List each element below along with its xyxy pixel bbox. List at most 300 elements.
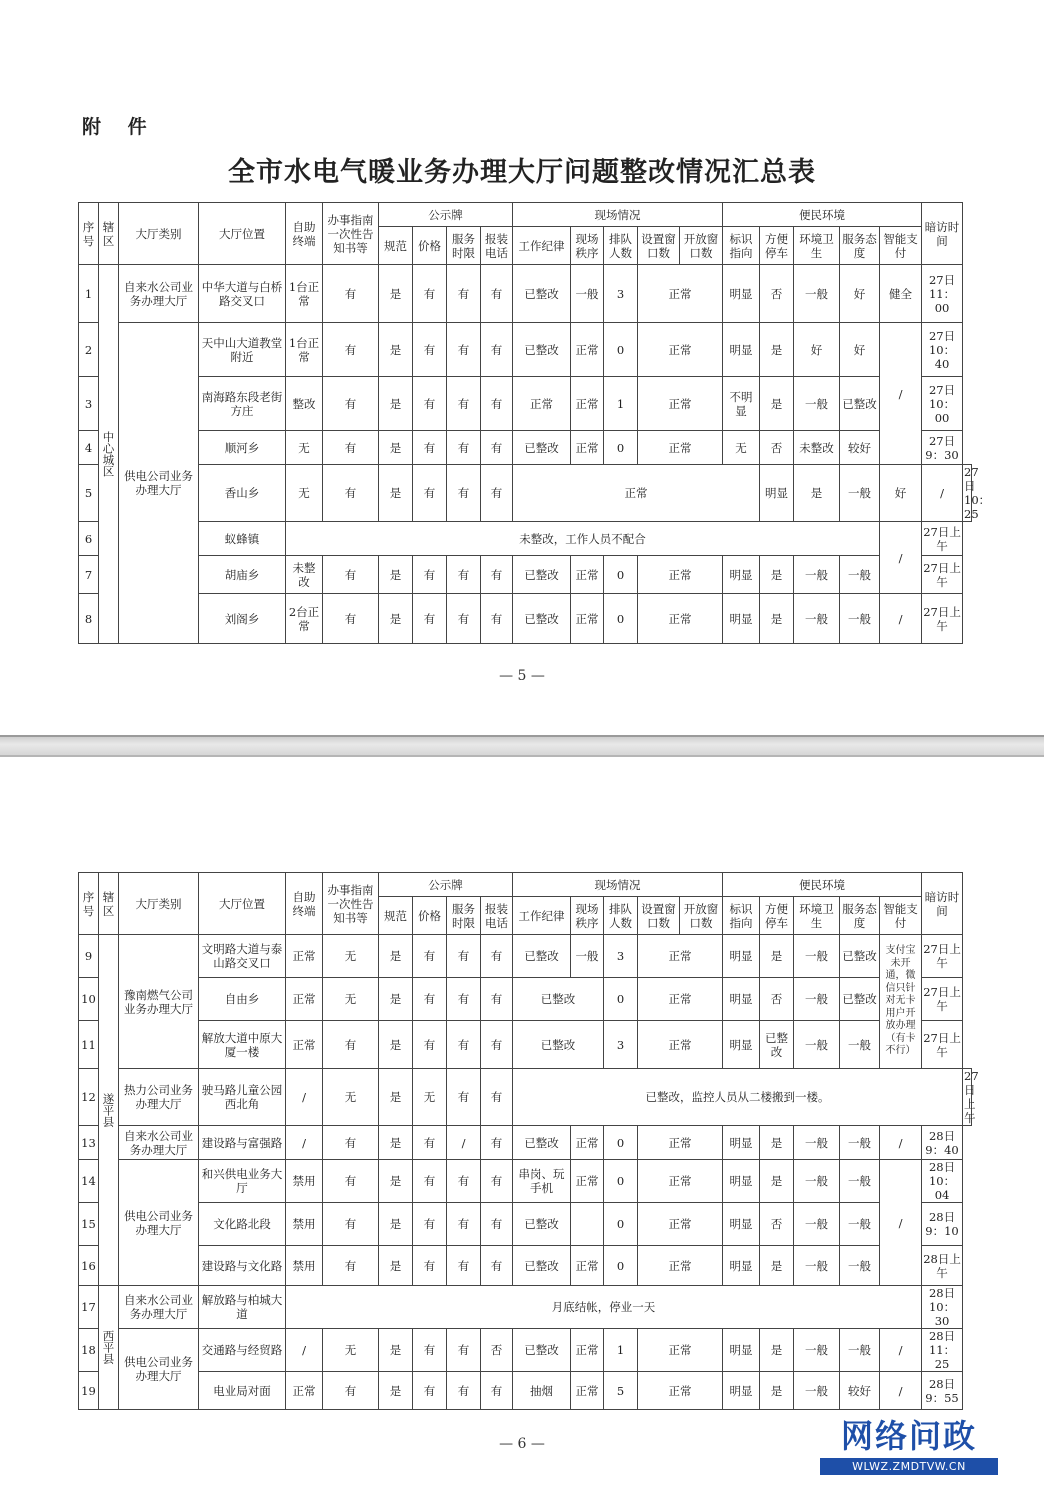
cell-pay: / — [880, 594, 922, 644]
cell-attitude: 一般 — [840, 1329, 880, 1372]
cell-guide: 有 — [323, 556, 379, 594]
watermark-url: WLWZ.ZMDTVW.CN — [820, 1458, 998, 1475]
header-conv-pay: 智能支付 — [880, 227, 922, 265]
cell-attitude: 一般 — [840, 1021, 880, 1069]
cell-clean: 一般 — [794, 1126, 840, 1160]
cell-standard: 是 — [379, 431, 413, 465]
cell-limit: 有 — [447, 594, 481, 644]
cell-time: 27日10：00 — [922, 377, 963, 431]
cell-seq: 6 — [79, 522, 99, 556]
cell-windows: 正常 — [638, 1126, 723, 1160]
cell-clean: 一般 — [794, 556, 840, 594]
cell-terminal: 正常 — [286, 1021, 323, 1069]
document-title: 全市水电气暖业务办理大厅问题整改情况汇总表 — [228, 157, 816, 188]
header-district: 辖区 — [99, 203, 119, 265]
table-row — [79, 1126, 972, 1160]
table-row — [79, 1069, 972, 1126]
cell-location: 自由乡 — [199, 978, 286, 1021]
header-location: 大厅位置 — [199, 203, 286, 265]
cell-queue: 3 — [604, 935, 638, 978]
cell-tel: 有 — [481, 935, 513, 978]
cell-order — [571, 1203, 604, 1246]
cell-order: 正常 — [571, 431, 604, 465]
cell-clean: 好 — [794, 323, 840, 377]
cell-seq: 12 — [79, 1069, 99, 1126]
cell-tel: 有 — [481, 978, 513, 1021]
cell-order: 正常 — [571, 1160, 604, 1203]
header-site-discipline: 工作纪律 — [513, 897, 571, 935]
cell-merged-note: 已整改，监控人员从二楼搬到一楼。 — [513, 1069, 963, 1126]
cell-guide: 有 — [323, 594, 379, 644]
cell-limit: 有 — [447, 1246, 481, 1286]
cell-pay-merged-2: / — [880, 522, 922, 594]
cell-limit: 有 — [447, 1329, 481, 1372]
cell-queue: 0 — [604, 1126, 638, 1160]
page-number: — 5 — — [499, 668, 545, 684]
cell-location: 蚁蜂镇 — [199, 522, 286, 556]
table-row — [79, 1286, 972, 1329]
cell-clean: 一般 — [794, 1203, 840, 1246]
cell-price: 有 — [413, 978, 447, 1021]
cell-location: 刘阁乡 — [199, 594, 286, 644]
header-conv-sign: 标识指向 — [723, 897, 760, 935]
cell-standard: 是 — [379, 1126, 413, 1160]
table-row — [79, 935, 972, 978]
cell-discipline: 已整改 — [513, 594, 571, 644]
cell-attitude: 已整改 — [840, 935, 880, 978]
cell-attitude: 一般 — [840, 1246, 880, 1286]
header-conv-pay: 智能支付 — [880, 897, 922, 935]
header-conv-attitude: 服务态度 — [840, 897, 880, 935]
cell-queue: 1 — [604, 1329, 638, 1372]
header-site-windows-open: 开放窗口数 — [680, 897, 723, 935]
cell-order: 一般 — [571, 265, 604, 323]
cell-tel: 有 — [481, 1069, 513, 1126]
cell-price: 有 — [413, 1246, 447, 1286]
cell-price: 有 — [413, 556, 447, 594]
cell-location: 建设路与富强路 — [199, 1126, 286, 1160]
cell-hall-type: 豫南燃气公司业务办理大厅 — [119, 935, 199, 1069]
attachment-label: 附 件 — [82, 116, 157, 138]
cell-limit: 有 — [447, 556, 481, 594]
header-location: 大厅位置 — [199, 873, 286, 935]
cell-standard: 是 — [379, 556, 413, 594]
cell-attitude: 好 — [840, 323, 880, 377]
cell-clean: 一般 — [794, 1329, 840, 1372]
cell-clean: 一般 — [794, 265, 840, 323]
cell-seq: 2 — [79, 323, 99, 377]
cell-tel: 有 — [481, 1126, 513, 1160]
table-row — [79, 1021, 972, 1069]
cell-order: 正常 — [571, 1329, 604, 1372]
cell-standard: 是 — [379, 978, 413, 1021]
cell-tel: 有 — [481, 556, 513, 594]
cell-location: 解放大道中原大厦一楼 — [199, 1021, 286, 1069]
cell-price: 有 — [413, 935, 447, 978]
cell-location: 中华大道与白桥路交叉口 — [199, 265, 286, 323]
cell-sign: 明显 — [723, 978, 760, 1021]
cell-terminal: 正常 — [286, 1372, 323, 1410]
cell-pay-merged: / — [880, 1160, 922, 1286]
cell-order: 正常 — [571, 1126, 604, 1160]
cell-queue: 0 — [604, 323, 638, 377]
cell-queue: 1 — [604, 377, 638, 431]
cell-clean: 一般 — [794, 978, 840, 1021]
page-number-6: — 6 — — [499, 1436, 545, 1452]
cell-limit: 有 — [447, 377, 481, 431]
cell-discipline: 已整改 — [513, 556, 571, 594]
cell-time: 28日10：30 — [922, 1286, 963, 1329]
cell-standard: 是 — [379, 935, 413, 978]
header-nb-price: 价格 — [413, 897, 447, 935]
cell-queue: 0 — [604, 431, 638, 465]
cell-limit: 有 — [447, 1372, 481, 1410]
cell-terminal: 无 — [286, 431, 323, 465]
cell-tel: 有 — [481, 1246, 513, 1286]
cell-sign: 明显 — [723, 1246, 760, 1286]
cell-limit: 有 — [447, 1069, 481, 1126]
cell-parking: 是 — [760, 1372, 794, 1410]
cell-parking: 否 — [760, 1203, 794, 1246]
cell-queue: 0 — [604, 1203, 638, 1246]
table-row — [79, 323, 972, 377]
cell-hall-type: 自来水公司业务办理大厅 — [119, 265, 199, 323]
cell-discipline: 已整改 — [513, 323, 571, 377]
header-self-terminal: 自助终端 — [286, 203, 323, 265]
watermark-logo: 网络问政 — [840, 1417, 977, 1455]
cell-tel: 有 — [481, 323, 513, 377]
cell-tel: 有 — [481, 1021, 513, 1069]
cell-district: 遂平县 — [99, 935, 119, 1286]
cell-standard: 是 — [379, 1160, 413, 1203]
cell-sign: 明显 — [723, 1160, 760, 1203]
header-notice-board: 公示牌 — [379, 873, 513, 897]
cell-guide: 无 — [323, 1069, 379, 1126]
page-separator — [0, 735, 1044, 757]
cell-price: 无 — [413, 1069, 447, 1126]
cell-terminal: / — [286, 1069, 323, 1126]
cell-sign: 明显 — [723, 1021, 760, 1069]
cell-tel: 有 — [481, 1203, 513, 1246]
header-conv-clean: 环境卫生 — [794, 897, 840, 935]
header-nb-price: 价格 — [413, 227, 447, 265]
cell-limit: / — [447, 1126, 481, 1160]
cell-standard: 是 — [379, 1246, 413, 1286]
cell-limit: 有 — [447, 1203, 481, 1246]
cell-clean: 一般 — [794, 1160, 840, 1203]
cell-clean: 一般 — [794, 377, 840, 431]
cell-tel: 有 — [481, 377, 513, 431]
cell-standard: 是 — [379, 377, 413, 431]
cell-terminal: 未整改 — [286, 556, 323, 594]
cell-tel: 有 — [481, 1372, 513, 1410]
header-convenience: 便民环境 — [723, 873, 922, 897]
cell-discipline: 已整改 — [513, 1246, 571, 1286]
cell-parking: 否 — [760, 265, 794, 323]
cell-price: 有 — [413, 594, 447, 644]
table-row — [79, 556, 972, 594]
header-site-order: 现场秩序 — [571, 227, 604, 265]
cell-discipline-order: 已整改 — [513, 1021, 604, 1069]
cell-merged-note: 未整改，工作人员不配合 — [286, 522, 880, 556]
cell-location: 解放路与柏城大道 — [199, 1286, 286, 1329]
cell-price: 有 — [413, 265, 447, 323]
cell-tel: 有 — [481, 431, 513, 465]
cell-guide: 有 — [323, 1203, 379, 1246]
summary-table-page-6 — [78, 872, 979, 1410]
cell-parking: 是 — [760, 594, 794, 644]
cell-guide: 无 — [323, 978, 379, 1021]
header-conv-clean: 环境卫生 — [794, 227, 840, 265]
cell-queue: 0 — [604, 1160, 638, 1203]
cell-time: 27日上午 — [964, 1069, 979, 1125]
cell-tel: 有 — [481, 265, 513, 323]
cell-price: 有 — [413, 1203, 447, 1246]
summary-table-page-5 — [78, 202, 991, 644]
cell-order: 正常 — [571, 1246, 604, 1286]
cell-standard: 是 — [379, 1021, 413, 1069]
cell-seq: 3 — [79, 377, 99, 431]
cell-location: 香山乡 — [199, 465, 286, 522]
cell-hall-type: 供电公司业务办理大厅 — [119, 1329, 199, 1410]
cell-sign: 明显 — [723, 265, 760, 323]
cell-seq: 1 — [79, 265, 99, 323]
header-conv-sign: 标识指向 — [723, 227, 760, 265]
cell-location: 天中山大道教堂附近 — [199, 323, 286, 377]
table-row — [79, 594, 972, 644]
header-notice-board: 公示牌 — [379, 203, 513, 227]
cell-discipline-order: 已整改 — [513, 978, 604, 1021]
cell-standard: 是 — [379, 265, 413, 323]
cell-price: 有 — [413, 1021, 447, 1069]
header-site-windows-set: 设置窗口数 — [638, 897, 680, 935]
cell-guide: 无 — [323, 1329, 379, 1372]
cell-order: 正常 — [571, 556, 604, 594]
cell-time: 28日11：25 — [922, 1329, 963, 1372]
cell-sign: 无 — [723, 431, 760, 465]
cell-windows: 正常 — [638, 1246, 723, 1286]
cell-limit: 有 — [447, 978, 481, 1021]
table-row — [79, 1160, 972, 1203]
cell-terminal: / — [286, 1329, 323, 1372]
cell-tel: 有 — [481, 465, 513, 522]
header-seq: 序号 — [79, 203, 99, 265]
cell-seq: 11 — [79, 1021, 99, 1069]
cell-guide: 有 — [323, 265, 379, 323]
cell-location: 文化路北段 — [199, 1203, 286, 1246]
cell-windows: 正常 — [638, 265, 723, 323]
cell-time: 27日9：30 — [922, 431, 963, 465]
cell-time: 28日10：04 — [922, 1160, 963, 1203]
cell-discipline: 已整改 — [513, 1126, 571, 1160]
cell-standard: 是 — [379, 1329, 413, 1372]
cell-seq: 7 — [79, 556, 99, 594]
cell-time: 27日上午 — [922, 522, 963, 556]
cell-sign: 明显 — [723, 556, 760, 594]
cell-attitude: 较好 — [840, 1372, 880, 1410]
cell-order: 正常 — [571, 377, 604, 431]
cell-guide: 有 — [323, 323, 379, 377]
cell-parking: 是 — [760, 323, 794, 377]
table-row — [79, 1246, 972, 1286]
cell-seq: 8 — [79, 594, 99, 644]
cell-seq: 15 — [79, 1203, 99, 1246]
cell-guide: 无 — [323, 935, 379, 978]
cell-windows: 正常 — [638, 935, 723, 978]
cell-time: 27日上午 — [922, 978, 963, 1021]
cell-pay: / — [880, 1372, 922, 1410]
cell-attitude: 一般 — [840, 1203, 880, 1246]
cell-pay-note: 支付宝未开通，微信只针对无卡用户开放办理（有卡不行） — [880, 935, 922, 1069]
header-conv-parking: 方便停车 — [760, 227, 794, 265]
cell-seq: 5 — [79, 465, 99, 522]
cell-hall-type: 供电公司业务办理大厅 — [119, 323, 199, 644]
cell-pay: / — [922, 465, 963, 522]
cell-discipline: 正常 — [513, 377, 571, 431]
cell-seq: 10 — [79, 978, 99, 1021]
cell-terminal: 1台正常 — [286, 323, 323, 377]
cell-district-b: 西平县 — [99, 1286, 119, 1410]
cell-windows: 正常 — [638, 377, 723, 431]
document-page-5 — [0, 0, 1044, 735]
cell-parking: 是 — [760, 1329, 794, 1372]
cell-discipline: 已整改 — [513, 431, 571, 465]
cell-price: 有 — [413, 465, 447, 522]
cell-clean: 一般 — [794, 1372, 840, 1410]
cell-terminal: 正常 — [286, 935, 323, 978]
cell-discipline: 已整改 — [513, 265, 571, 323]
header-hall-type: 大厅类别 — [119, 873, 199, 935]
header-site-windows-set: 设置窗口数 — [638, 227, 680, 265]
cell-terminal: 禁用 — [286, 1160, 323, 1203]
table-row — [79, 377, 972, 431]
cell-sign: 明显 — [723, 594, 760, 644]
cell-order: 一般 — [571, 935, 604, 978]
table-row — [79, 1203, 972, 1246]
table-row — [79, 1329, 972, 1372]
cell-queue: 0 — [604, 978, 638, 1021]
cell-limit: 有 — [447, 1160, 481, 1203]
cell-time: 27日10：25 — [964, 465, 991, 521]
header-site-queue: 排队人数 — [604, 897, 638, 935]
cell-standard: 是 — [379, 1372, 413, 1410]
table-row — [79, 465, 972, 522]
cell-sign: 明显 — [723, 1329, 760, 1372]
cell-clean: 一般 — [794, 935, 840, 978]
cell-sign: 不明显 — [723, 377, 760, 431]
cell-terminal: 无 — [286, 465, 323, 522]
cell-location: 胡庙乡 — [199, 556, 286, 594]
cell-sign: 明显 — [723, 935, 760, 978]
cell-limit: 有 — [447, 323, 481, 377]
cell-location: 交通路与经贸路 — [199, 1329, 286, 1372]
cell-price: 有 — [413, 1372, 447, 1410]
cell-terminal: / — [286, 1126, 323, 1160]
cell-attitude: 好 — [880, 465, 922, 522]
cell-time: 27日上午 — [922, 594, 963, 644]
cell-sign: 明显 — [723, 1126, 760, 1160]
cell-location: 驶马路儿童公园西北角 — [199, 1069, 286, 1126]
cell-windows: 正常 — [638, 1021, 723, 1069]
cell-queue: 5 — [604, 1372, 638, 1410]
cell-clean: 一般 — [840, 465, 880, 522]
watermark — [820, 1418, 998, 1475]
header-visit-time: 暗访时间 — [922, 873, 963, 935]
cell-guide: 有 — [323, 431, 379, 465]
cell-attitude: 一般 — [840, 556, 880, 594]
cell-terminal: 禁用 — [286, 1246, 323, 1286]
cell-price: 有 — [413, 1126, 447, 1160]
cell-merged-note: 月底结帐，停业一天 — [286, 1286, 922, 1329]
cell-site-merged: 正常 — [513, 465, 760, 522]
header-site: 现场情况 — [513, 203, 723, 227]
header-nb-tel: 报装电话 — [481, 897, 513, 935]
cell-terminal: 2台正常 — [286, 594, 323, 644]
cell-attitude: 已整改 — [840, 978, 880, 1021]
cell-limit: 有 — [447, 1021, 481, 1069]
cell-seq: 17 — [79, 1286, 99, 1329]
cell-seq: 13 — [79, 1126, 99, 1160]
cell-price: 有 — [413, 1160, 447, 1203]
cell-limit: 有 — [447, 935, 481, 978]
cell-guide: 有 — [323, 377, 379, 431]
cell-parking: 是 — [760, 1126, 794, 1160]
header-nb-standard: 规范 — [379, 897, 413, 935]
header-row-1 — [79, 873, 972, 897]
cell-sign: 明显 — [723, 323, 760, 377]
cell-guide: 有 — [323, 1246, 379, 1286]
header-nb-tel: 报装电话 — [481, 227, 513, 265]
cell-time: 27日11：00 — [922, 265, 963, 323]
header-self-terminal: 自助终端 — [286, 873, 323, 935]
header-guide: 办事指南一次性告知书等 — [323, 873, 379, 935]
cell-location: 和兴供电业务大厅 — [199, 1160, 286, 1203]
cell-discipline: 已整改 — [513, 1203, 571, 1246]
cell-terminal: 正常 — [286, 978, 323, 1021]
header-conv-parking: 方便停车 — [760, 897, 794, 935]
table-row — [79, 978, 972, 1021]
cell-sign: 明显 — [723, 1372, 760, 1410]
cell-pay: / — [880, 1329, 922, 1372]
cell-clean: 一般 — [794, 1246, 840, 1286]
cell-standard: 是 — [379, 465, 413, 522]
cell-seq: 18 — [79, 1329, 99, 1372]
cell-parking: 是 — [760, 1246, 794, 1286]
cell-clean: 一般 — [794, 1021, 840, 1069]
cell-windows: 正常 — [638, 594, 723, 644]
cell-seq: 4 — [79, 431, 99, 465]
cell-order: 正常 — [571, 594, 604, 644]
table-row — [79, 1372, 972, 1410]
cell-discipline: 已整改 — [513, 1329, 571, 1372]
header-conv-attitude: 服务态度 — [840, 227, 880, 265]
cell-parking: 否 — [760, 978, 794, 1021]
cell-hall-type: 自来水公司业务办理大厅 — [119, 1126, 199, 1160]
cell-queue: 3 — [604, 1021, 638, 1069]
header-nb-limit: 服务时限 — [447, 897, 481, 935]
cell-hall-type: 自来水公司业务办理大厅 — [119, 1286, 199, 1329]
header-hall-type: 大厅类别 — [119, 203, 199, 265]
cell-hall-type: 热力公司业务办理大厅 — [119, 1069, 199, 1126]
cell-parking: 否 — [760, 431, 794, 465]
cell-price: 有 — [413, 1329, 447, 1372]
cell-windows: 正常 — [638, 978, 723, 1021]
cell-standard: 是 — [379, 1203, 413, 1246]
cell-guide: 有 — [323, 1160, 379, 1203]
cell-order: 正常 — [571, 1372, 604, 1410]
cell-queue: 0 — [604, 594, 638, 644]
cell-queue: 0 — [604, 556, 638, 594]
